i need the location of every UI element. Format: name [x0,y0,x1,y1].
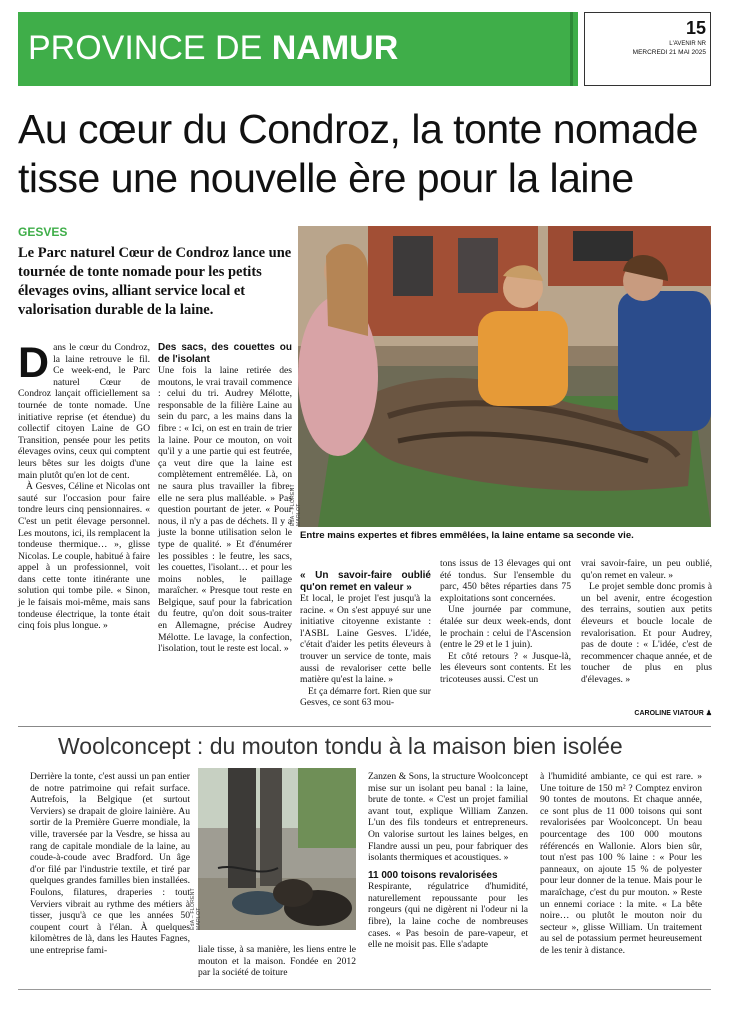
headline: Au cœur du Condroz, la tonte nomade tisse une nouvelle ère pour la laine [18,106,698,201]
article1-col3-para2: Et ça démarre fort. Rien que sur Gesves, ce sont 63 mou- [300,685,431,709]
sheep-photo-illustration [198,768,356,930]
page-number: 15 [685,18,706,38]
article2-col3-heading: 11 000 toisons revalorisées [368,869,498,881]
article1-col3-para1: Et local, le projet l'est jusqu'à la racine. « On s'est appuyé sur une initiative citoyenne existante : l'ASBL Laine Gesves. L'idée, c'était d'aider les petits éleveurs à trouver un service de tonte, mais aussi de revaloriser cette belle matière qu'est la laine. » [300,593,431,686]
author-byline [581,709,712,719]
photo1-caption: Entre mains expertes et fibres emmêlées, la laine entame sa seconde vie. [300,530,634,541]
article1-col2-para1: Une fois la laine retirée des moutons, le vrai travail commence : celui du tri. Audrey Mélotte, responsable de la filière Laine au sein du parc, a les mains dans la fibre : « Ici, on est en train de trier la laine. Pour ce mouton, on voit qu'il y a une partie qui est feutrée, ça veut dire que la laine est complètement entremêlée. Là, on ne saura plus travailler la fibre, elle ne sera plus malléable. » Pas question pourtant de jeter. « Pour nous, il n'y a pas de déchets. Il y a juste la bonne utilisation selon le type de qualité. » Et d'énumérer les possibles : le feutre, les sacs, les couettes, l'isolant… et pour les moins nobles, le paillage maraîcher. « Presque tout reste en Belgique, sauf pour la fabrication du feutre, qu'on doit sous-traiter en Allemagne, précise Audrey Mélotte. Le lavage, la confection, l'isolation, tout le reste est local. » [158,365,292,655]
lead-paragraph: Le Parc naturel Cœur de Condroz lance une tournée de tonte nomade pour les petits élevages ovins, alliant service local et valorisation durable de la laine. [18,245,292,318]
article2-col4 [540,771,702,957]
article2-col2-para: liale tisse, à sa manière, les liens entre le mouton et la maison. Fondée en 2012 par la société de toiture [198,944,356,979]
article2-title: Woolconcept : du mouton tondu à la maison bien isolée [58,733,623,759]
article1-col5-para2: Le projet semble donc promis à un bel avenir, entre écogestion des terrains, soutien aux petits éleveurs et boucle locale de revalorisation. Et pour Audrey, pas de doute : « L'idée, c'est de recommencer chaque année, et de toucher de plus en plus d'élevages. » [581,581,712,685]
article1-col3-heading: « Un savoir-faire oublié qu'on remet en valeur » [300,570,431,593]
photo2-credit: ÉdA – FLORENT MARLOT [190,888,202,930]
article2-col1 [30,771,190,957]
dropcap: D [18,339,50,387]
article2-col3-para1: Zanzen & Sons, la structure Woolconcept mise sur un isolant peu banal : la laine, brute de tonte. « C'est un projet familial avant tout, explique William Zanzen. L'un des fils tondeurs et entrepreneurs. On valorise surtout les laines belges, en Flandre aussi un peu, pour fabriquer des isolants thermiques et acoustiques. » [368,771,528,864]
article1-col1-para2: À Gesves, Céline et Nicolas ont sauté sur l'occasion pour faire tondre leurs cinq pensionnaires. « C'est un petit élevage personnel. Les moutons, ici, ils remplacent la tondeuse thermique… », glisse Nicolas. Le couple, habitué à faire appel à un professionnel, voit dans cette tonte itinérante une solution qui tombe pile. « Sinon, je le faisais moi-même, mais sans tondeuse électrique, la tonte était cinq fois plus longue. » [18,481,150,632]
section-title [28,28,398,68]
section-prefix: PROVINCE DE [28,29,263,67]
shearing-photo-illustration [298,226,711,527]
banner-divider [570,12,573,86]
issue-date: MERCREDI 21 MAI 2025 [632,49,706,56]
section-name: NAMUR [271,29,399,67]
sheep-photo [198,768,356,930]
shearing-photo [298,226,711,527]
article2-col2 [198,944,356,979]
paper-name: L'AVENIR NR [669,41,706,47]
article1-col1-para1: ans le cœur du Condroz, la laine retrouve le fil. Ce week-end, le Parc naturel Cœur de Condroz lançait officiellement sa tournée de tonte nomade. Une initiative reprise (et étendue) du collectif citoyen Laine de GO Transition, pensée pour les petits élevages ovins, ceux qui comptent leurs bêtes sur les doigts d'une main plutôt qu'en lot de cent. [18,342,150,481]
article2-col4-para: à l'humidité ambiante, ce qui est rare. » Une toiture de 150 m² ? Comptez environ 90 tontes de moutons. Et chaque année, ce sont plus de 11 000 toisons qui sont revalorisées par Woolconcept. Un beau pourcentage des 100 000 moutons référencés en Wallonie. Alors bien sûr, tout n'est pas 100 % laine : « Pour les panneaux, on ajoute 15 % de polyester pour leur donner de la tenue. Mais pour le maraîchage, c'est du pur mouton. » Reste un ennemi coriace : la mite. « La bête noire… ou plutôt le mouton noir du secteur », glisse William. Un traitement au sel de potassium permet heureusement de les tenir à distance. [540,771,702,956]
article1-col2 [158,342,292,655]
article1-col3 [300,570,431,709]
article2-col3 [368,771,528,951]
bottom-rule [18,989,711,990]
author-name: CAROLINE VIATOUR [634,710,704,717]
article2-col3-para2: Respirante, régulatrice d'humidité, naturellement repoussante pour les rongeurs (qui ne digèrent ni l'odeur ni la fibre), la laine coche de nombreuses cases. « Pas besoin de pare-vapeur, et elle ne moisit pas. Elle s'adapte [368,881,528,951]
article-divider [18,726,711,727]
article1-col5 [581,558,712,686]
article1-col2-heading: Des sacs, des couettes ou de l'isolant [158,342,292,365]
person-icon: ♟ [705,710,712,717]
article1-col5-para1: vrai savoir-faire, un peu oublié, qu'on remet en valeur. » [581,558,712,581]
article1-col4-para3: Et côté retours ? « Jusque-là, les éleveurs sont contents. Et les tricoteuses aussi. C'est un [440,650,571,685]
photo1-credit: ÉdA – FLORENT MARLOT [290,484,302,526]
article2-col1-para: Derrière la tonte, c'est aussi un pan entier de notre patrimoine qui refait surface. Autrefois, la Belgique (et surtout Verviers) se drapait de gloire lainière. Au sortir de la Première Guerre mondiale, la ville, traversée par la Vesdre, se hissa au rang de capitale mondiale de la laine, au coude-à-coude avec Bradford. Un âge d'or filé par l'industrie textile, et tiré par quelques grandes familles bien installées. Foulons, filatures, draperies : tout Verviers vibrait au rythme des métiers à tisser, jusqu'à ce que les années 50 coupent court à l'élan. À quelques kilomètres de là, dans les Hautes Fagnes, une entreprise fami- [30,771,190,956]
article1-col4 [440,558,571,686]
article1-col4-para2: Une journée par commune, étalée sur deux week-ends, dont le prochain : celui de l'Ascension (entre le 29 et le 1 juin). [440,604,571,651]
article1-col1 [18,339,150,632]
kicker: GESVES [18,225,68,239]
article1-col4-para1: tons issus de 13 élevages qui ont été tondus. Sur l'ensemble du parc, 450 bêtes réparties dans 75 exploitations sont concernées. [440,558,571,604]
